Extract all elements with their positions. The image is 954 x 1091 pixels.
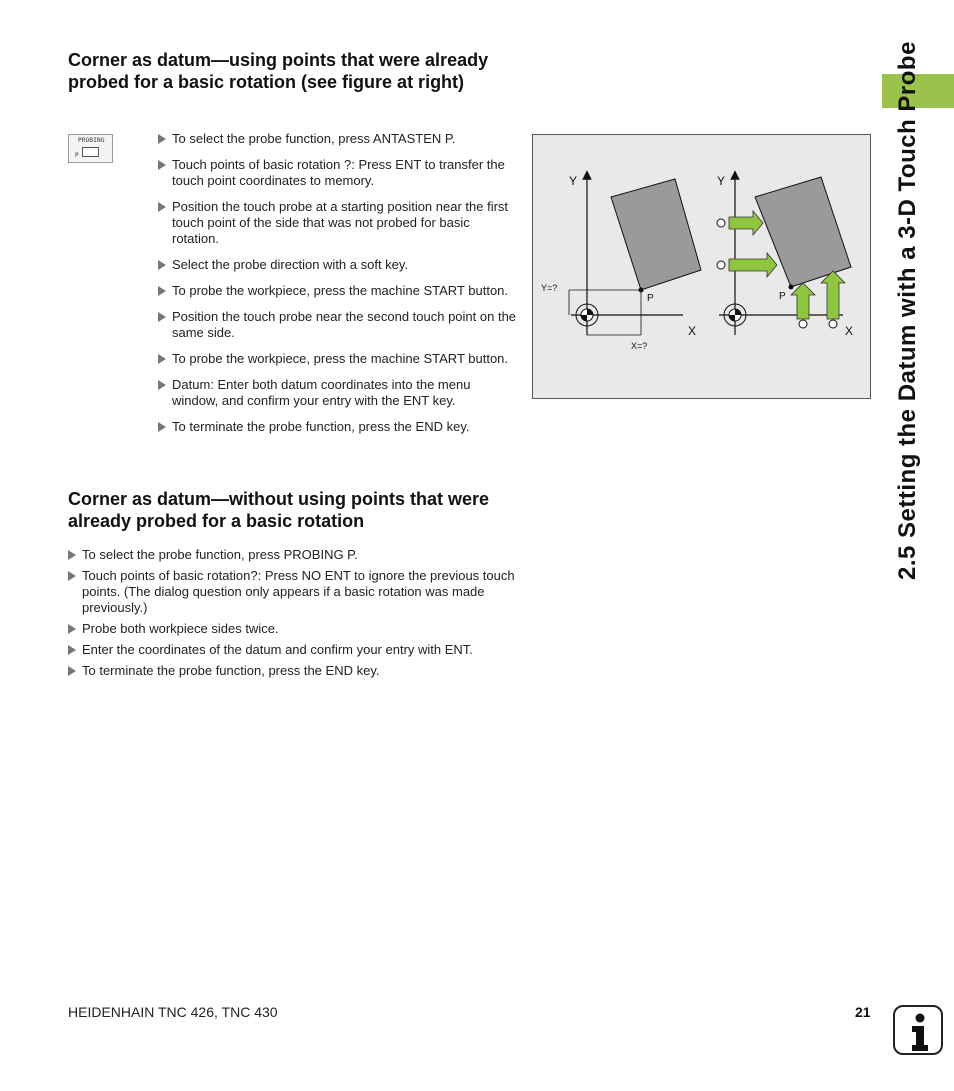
triangle-bullet-icon (158, 160, 166, 170)
triangle-bullet-icon (158, 422, 166, 432)
step-text: Touch points of basic rotation?: Press NO ENT to ignore the previous touch points. (The dialog question only appears if a basic rotation was made previously.) (82, 568, 515, 615)
y-dim-label: Y=? (541, 283, 558, 293)
left-y-label: Y (569, 174, 578, 188)
section-heading-1: Corner as datum—using points that were already probed for a basic rotation (see figure at right) (68, 50, 489, 92)
step-item (68, 547, 518, 563)
step-item (158, 157, 518, 189)
left-workpiece (611, 179, 701, 290)
step-text: Enter the coordinates of the datum and confirm your entry with ENT. (82, 642, 473, 657)
triangle-bullet-icon (158, 260, 166, 270)
info-icon (893, 1005, 943, 1055)
probe-start-icon (799, 320, 807, 328)
figure-drawing (533, 135, 872, 400)
triangle-bullet-icon (68, 571, 76, 581)
step-item (68, 642, 518, 658)
probe-start-icon (717, 261, 725, 269)
right-p-label: P (779, 291, 786, 302)
probe-arrow-right-icon (729, 253, 777, 277)
step-text: Probe both workpiece sides twice. (82, 621, 279, 636)
triangle-bullet-icon (68, 645, 76, 655)
corner-datum-figure (532, 134, 871, 399)
triangle-bullet-icon (158, 380, 166, 390)
step-item (158, 377, 518, 409)
probing-key-letter: P (75, 152, 79, 159)
probe-arrow-right-icon (729, 211, 763, 235)
datum-quadrant (735, 309, 741, 315)
step-text: To terminate the probe function, press the END key. (172, 419, 470, 434)
step-item (158, 309, 518, 341)
left-p-label: P (647, 293, 654, 304)
x-dim-label: X=? (631, 341, 648, 351)
right-corner-point (789, 285, 794, 290)
chapter-title-text: 2.5 Setting the Datum with a 3-D Touch Probe (894, 41, 921, 580)
step-item (68, 568, 518, 616)
info-glyph (895, 1007, 945, 1057)
triangle-bullet-icon (158, 354, 166, 364)
step-text: To probe the workpiece, press the machine START button. (172, 283, 509, 298)
step-item (68, 663, 518, 679)
triangle-bullet-icon (158, 134, 166, 144)
step-item (158, 199, 518, 247)
probe-start-icon (829, 320, 837, 328)
step-text: To terminate the probe function, press the END key. (82, 663, 380, 678)
probing-key-icon (68, 134, 113, 163)
left-diagram (541, 174, 701, 351)
step-item (158, 283, 518, 299)
step-text: To probe the workpiece, press the machine START button. (172, 351, 509, 366)
footer-product: HEIDENHAIN TNC 426, TNC 430 (68, 1004, 278, 1020)
triangle-bullet-icon (158, 312, 166, 322)
triangle-bullet-icon (68, 666, 76, 676)
probe-start-icon (717, 219, 725, 227)
step-item (158, 257, 518, 273)
right-y-label: Y (717, 174, 726, 188)
step-text: Position the touch probe at a starting position near the first touch point of the side that was not probed for basic rotation. (172, 199, 509, 246)
triangle-bullet-icon (158, 202, 166, 212)
page-number: 21 (855, 1004, 871, 1020)
probing-key-box (82, 147, 99, 157)
step-text: Datum: Enter both datum coordinates into the menu window, and confirm your entry with the ENT key. (172, 377, 471, 408)
step-list-1 (158, 131, 518, 435)
probe-arrow-up-icon (791, 283, 815, 319)
left-x-label: X (688, 324, 697, 338)
step-text: Touch points of basic rotation ?: Press ENT to transfer the touch point coordinates to memory. (172, 157, 505, 188)
step-text: Select the probe direction with a soft key. (172, 257, 409, 272)
step-item (158, 351, 518, 367)
step-text: Position the touch probe near the second touch point on the same side. (172, 309, 517, 340)
step-text: To select the probe function, press ANTASTEN P. (172, 131, 456, 146)
left-corner-point (639, 288, 644, 293)
datum-quadrant (587, 309, 593, 315)
probing-key-label: PROBING (78, 137, 105, 144)
datum-quadrant (581, 315, 587, 321)
step-list-2 (68, 547, 518, 679)
right-diagram (717, 174, 853, 338)
step-item (158, 419, 518, 435)
triangle-bullet-icon (68, 624, 76, 634)
step-text: To select the probe function, press PROBING P. (82, 547, 358, 562)
right-x-label: X (845, 324, 854, 338)
datum-quadrant (729, 315, 735, 321)
step-item (68, 621, 518, 637)
section-heading-2: Corner as datum—without using points that were already probed for a basic rotation (68, 489, 490, 531)
triangle-bullet-icon (68, 550, 76, 560)
probe-arrow-up-icon (821, 271, 845, 319)
step-item (158, 131, 518, 147)
triangle-bullet-icon (158, 286, 166, 296)
